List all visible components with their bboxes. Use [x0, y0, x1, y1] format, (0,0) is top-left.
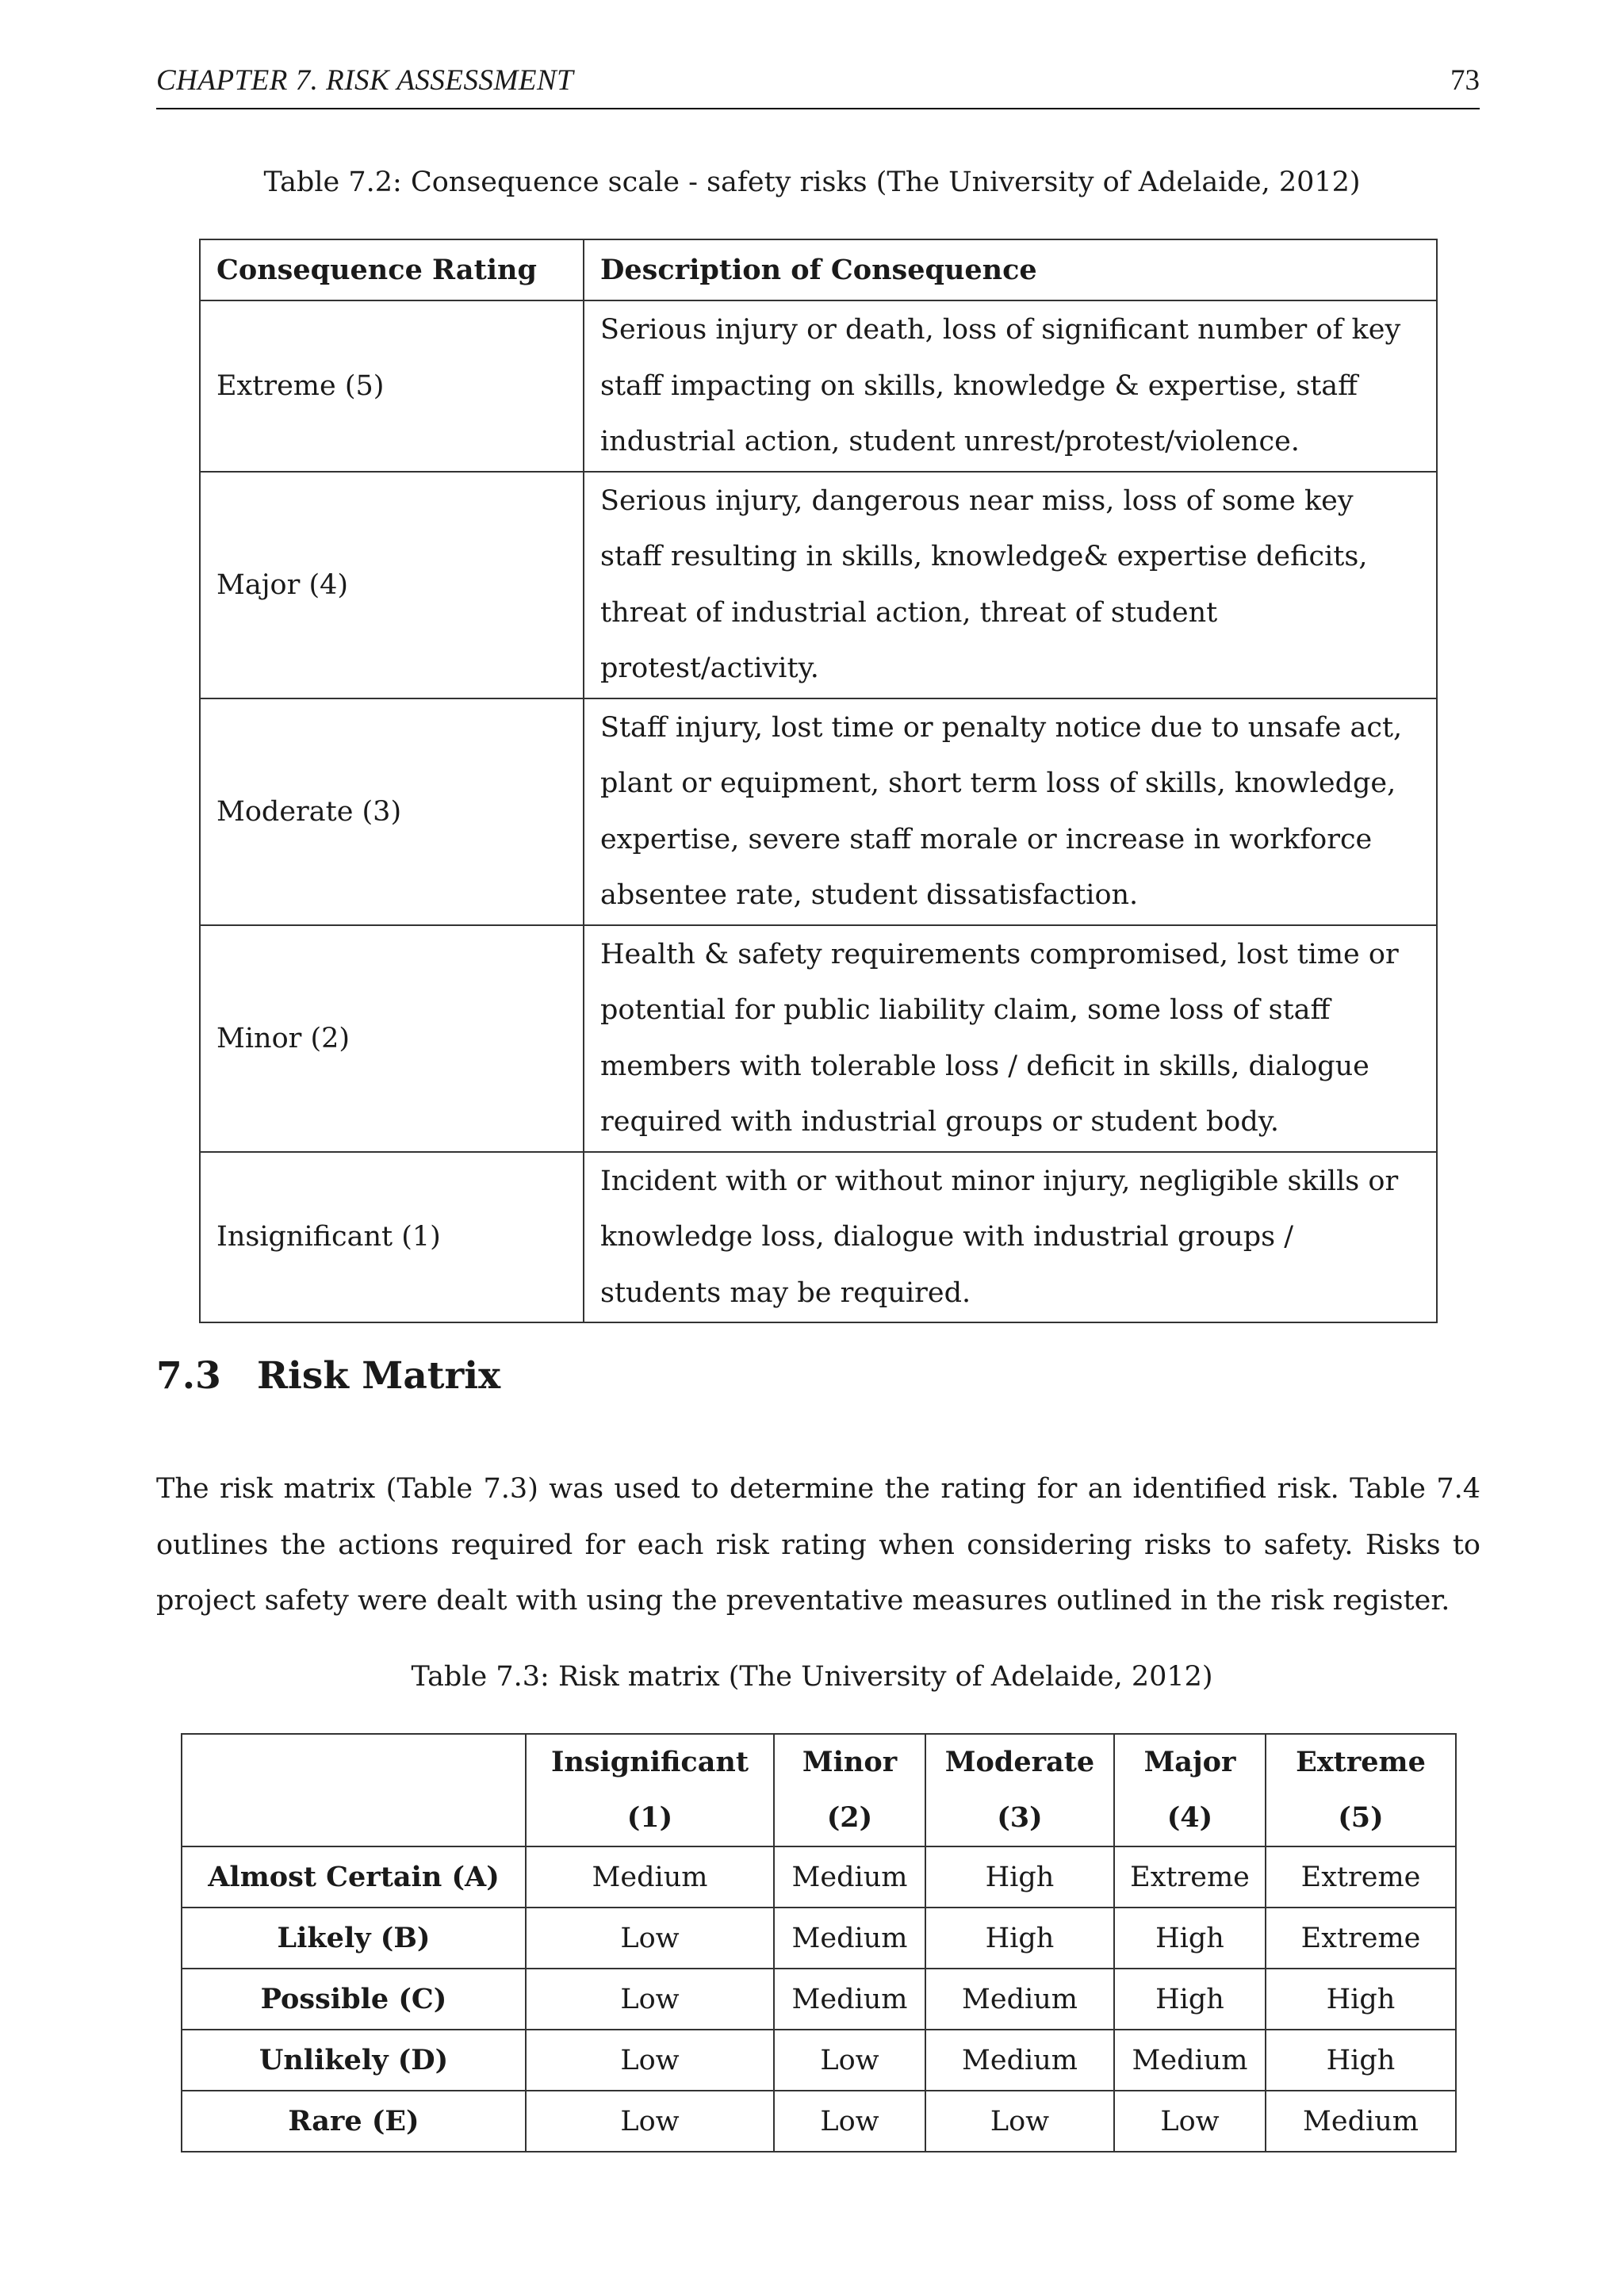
table-row: [200, 472, 1437, 698]
table-row: [200, 1152, 1437, 1323]
risk-cell: Medium: [1114, 2030, 1266, 2091]
risk-cell: Medium: [774, 1846, 925, 1908]
consequence-level: (2): [826, 1801, 873, 1834]
corner-cell: [182, 1734, 526, 1846]
consequence-name: Major: [1143, 1746, 1236, 1778]
risk-cell: Low: [526, 1969, 774, 2030]
likelihood-label: Unlikely (D): [182, 2030, 526, 2091]
likelihood-label: Almost Certain (A): [182, 1846, 526, 1908]
consequence-rating: Extreme (5): [200, 300, 584, 472]
consequence-level: (3): [997, 1801, 1043, 1834]
table-row: [182, 2030, 1456, 2091]
table-7-2-caption: Table 7.2: Consequence scale - safety risks (The University of Adelaide, 2012): [263, 166, 1361, 198]
body-paragraph: The risk matrix (Table 7.3) was used to determine the rating for an identified risk. Table 7.4 outlines the actions required for each risk rating when considering risks to safety. Risks to project safety were dealt with using the preventative measures outlined in the risk register.: [156, 1473, 1480, 1617]
risk-cell: Extreme: [1266, 1846, 1456, 1908]
consequence-description: Health & safety requirements compromised, lost time or potential for public liability claim, some loss of staff members with tolerable loss / deficit in skills, dialogue required with industrial groups or student body.: [584, 925, 1437, 1152]
column-header: [925, 1734, 1114, 1846]
risk-cell: Low: [526, 2091, 774, 2152]
consequence-level: (1): [626, 1801, 673, 1834]
column-header: [774, 1734, 925, 1846]
consequence-scale-table: [199, 239, 1438, 1323]
risk-cell: High: [1266, 2030, 1456, 2091]
consequence-rating: Major (4): [200, 472, 584, 698]
risk-cell: Medium: [925, 1969, 1114, 2030]
table-row: [182, 1908, 1456, 1969]
table-7-3-caption: Table 7.3: Risk matrix (The University of Adelaide, 2012): [411, 1661, 1213, 1693]
risk-cell: Low: [1114, 2091, 1266, 2152]
consequence-description: Incident with or without minor injury, negligible skills or knowledge loss, dialogue with industrial groups / students may be required.: [584, 1152, 1437, 1323]
risk-cell: Low: [925, 2091, 1114, 2152]
column-header: [526, 1734, 774, 1846]
column-header: [1266, 1734, 1456, 1846]
consequence-level: (4): [1166, 1801, 1213, 1834]
risk-cell: Extreme: [1114, 1846, 1266, 1908]
likelihood-label: Likely (B): [182, 1908, 526, 1969]
page-header: [156, 60, 1480, 109]
risk-cell: High: [925, 1846, 1114, 1908]
consequence-name: Insignificant: [550, 1746, 749, 1778]
consequence-name: Extreme: [1296, 1746, 1426, 1778]
risk-cell: High: [1114, 1969, 1266, 2030]
table-row: [200, 698, 1437, 925]
section-title: Risk Matrix: [257, 1354, 501, 1398]
risk-matrix-table: [181, 1733, 1457, 2152]
consequence-name: Moderate: [944, 1746, 1095, 1778]
risk-cell: Medium: [925, 2030, 1114, 2091]
table-header-row: [182, 1734, 1456, 1846]
page-number: 73: [1450, 64, 1480, 97]
risk-cell: Extreme: [1266, 1908, 1456, 1969]
risk-cell: Medium: [774, 1908, 925, 1969]
risk-cell: Low: [774, 2091, 925, 2152]
table-row: [182, 1846, 1456, 1908]
consequence-description: Serious injury or death, loss of significant number of key staff impacting on skills, knowledge & expertise, staff industrial action, student unrest/protest/violence.: [584, 300, 1437, 472]
risk-cell: Low: [774, 2030, 925, 2091]
table-header-row: [200, 239, 1437, 300]
table-row: [200, 925, 1437, 1152]
risk-cell: Low: [526, 1908, 774, 1969]
risk-cell: High: [1266, 1969, 1456, 2030]
risk-cell: High: [925, 1908, 1114, 1969]
risk-cell: Medium: [1266, 2091, 1456, 2152]
consequence-rating: Minor (2): [200, 925, 584, 1152]
table-row: [200, 300, 1437, 472]
risk-cell: Medium: [774, 1969, 925, 2030]
chapter-title: CHAPTER 7. RISK ASSESSMENT: [156, 64, 574, 97]
likelihood-label: Possible (C): [182, 1969, 526, 2030]
risk-cell: High: [1114, 1908, 1266, 1969]
likelihood-label: Rare (E): [182, 2091, 526, 2152]
section-number: 7.3: [156, 1354, 221, 1398]
consequence-name: Minor: [802, 1746, 898, 1778]
risk-cell: Low: [526, 2030, 774, 2091]
consequence-description: Staff injury, lost time or penalty notice due to unsafe act, plant or equipment, short term loss of skills, knowledge, expertise, severe staff morale or increase in workforce absentee rate, student dissatisfaction.: [584, 698, 1437, 925]
consequence-rating: Moderate (3): [200, 698, 584, 925]
consequence-level: (5): [1338, 1801, 1384, 1834]
column-header-consequence-rating: Consequence Rating: [200, 239, 584, 300]
risk-cell: Medium: [526, 1846, 774, 1908]
column-header: [1114, 1734, 1266, 1846]
consequence-rating: Insignificant (1): [200, 1152, 584, 1323]
table-row: [182, 1969, 1456, 2030]
section-heading: [156, 1354, 500, 1398]
column-header-description: Description of Consequence: [584, 239, 1437, 300]
consequence-description: Serious injury, dangerous near miss, loss of some key staff resulting in skills, knowledge& expertise deficits, threat of industrial action, threat of student protest/activity.: [584, 472, 1437, 698]
table-row: [182, 2091, 1456, 2152]
